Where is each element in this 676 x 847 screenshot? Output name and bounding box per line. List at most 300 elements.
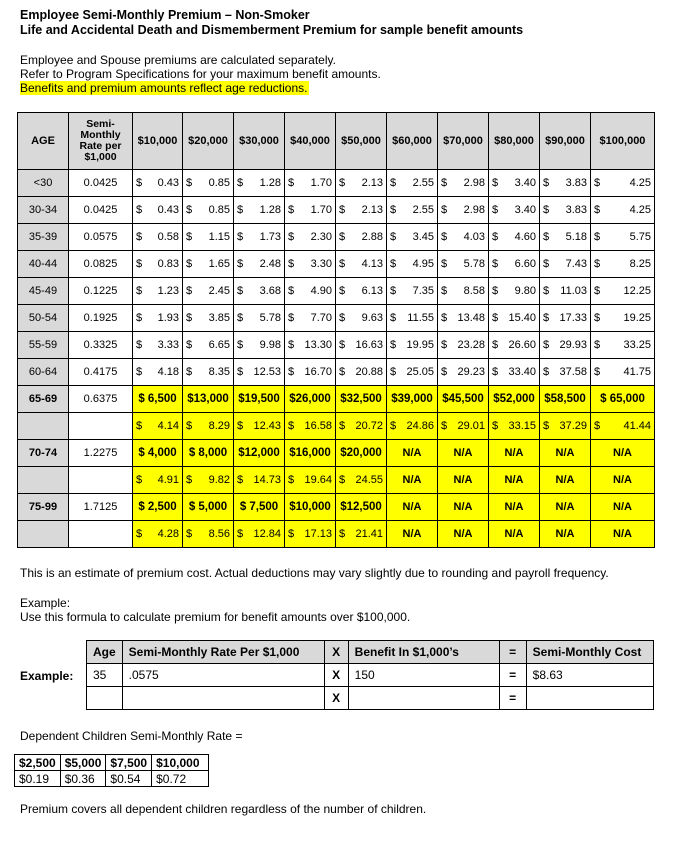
premium-cell xyxy=(133,413,183,440)
table-row xyxy=(18,359,655,386)
currency-symbol: $ xyxy=(543,285,550,297)
currency-symbol: $ xyxy=(492,258,499,270)
title-line-2: Life and Accidental Death and Dismemberment Premium for sample benefit amounts xyxy=(20,23,524,37)
premium-value: 3.45 xyxy=(412,231,434,243)
currency-symbol: $ xyxy=(492,177,499,189)
na-cell: N/A xyxy=(489,467,540,494)
ex-header-x: X xyxy=(324,641,348,664)
currency-symbol: $ xyxy=(390,420,397,432)
currency-symbol: $ xyxy=(492,366,499,378)
currency-symbol: $ xyxy=(186,177,193,189)
rate-cell: 0.6375 xyxy=(69,386,133,413)
header-amount: $70,000 xyxy=(438,113,489,170)
premium-value: 41.44 xyxy=(623,420,651,432)
currency-symbol: $ xyxy=(390,231,397,243)
table-row xyxy=(18,170,655,197)
premium-cell xyxy=(540,170,591,197)
premium-cell xyxy=(489,224,540,251)
na-cell: N/A xyxy=(489,521,540,548)
table-row xyxy=(18,224,655,251)
premium-cell xyxy=(387,413,438,440)
table-row xyxy=(18,251,655,278)
currency-symbol: $ xyxy=(237,204,244,216)
premium-cell xyxy=(133,170,183,197)
premium-cell xyxy=(234,305,285,332)
premium-cell xyxy=(540,332,591,359)
example-header-row xyxy=(87,641,654,664)
ex-rate: .0575 xyxy=(122,664,324,687)
dependent-label: Dependent Children Semi-Monthly Rate = xyxy=(20,729,243,743)
ex-x: X xyxy=(324,664,348,687)
premium-cell xyxy=(133,278,183,305)
premium-value: 17.13 xyxy=(304,528,332,540)
premium-value: 5.78 xyxy=(463,258,485,270)
reduced-benefit-cell: $ 65,000 xyxy=(591,386,655,413)
premium-cell xyxy=(438,251,489,278)
currency-symbol: $ xyxy=(288,474,295,486)
ex-eq: = xyxy=(499,664,526,687)
premium-cell xyxy=(387,332,438,359)
premium-cell xyxy=(234,413,285,440)
age-band: 55-59 xyxy=(18,332,69,359)
premium-cell xyxy=(133,197,183,224)
premium-cell xyxy=(234,224,285,251)
ex-header-cost: Semi-Monthly Cost xyxy=(526,641,653,664)
na-cell: N/A xyxy=(540,494,591,521)
premium-cell xyxy=(336,413,387,440)
formula-note: Use this formula to calculate premium for benefit amounts over $100,000. xyxy=(20,610,411,624)
premium-cell xyxy=(234,332,285,359)
premium-cell xyxy=(183,170,234,197)
estimate-note: This is an estimate of premium cost. Actual deductions may vary slightly due to rounding and payroll frequency. xyxy=(20,566,609,580)
premium-value: 1.93 xyxy=(157,312,179,324)
currency-symbol: $ xyxy=(288,177,295,189)
premium-value: 24.86 xyxy=(406,420,434,432)
premium-cell xyxy=(234,278,285,305)
currency-symbol: $ xyxy=(441,177,448,189)
premium-value: 3.40 xyxy=(514,177,536,189)
premium-cell xyxy=(183,278,234,305)
premium-cell xyxy=(133,359,183,386)
currency-symbol: $ xyxy=(339,474,346,486)
premium-value: 11.55 xyxy=(407,312,434,324)
title-line-1: Employee Semi-Monthly Premium – Non-Smoker xyxy=(20,8,310,22)
premium-value: 37.29 xyxy=(559,420,587,432)
premium-value: 37.58 xyxy=(559,366,587,378)
currency-symbol: $ xyxy=(441,204,448,216)
header-amount: $10,000 xyxy=(133,113,183,170)
premium-value: 2.48 xyxy=(259,258,281,270)
premium-value: 20.88 xyxy=(355,366,383,378)
premium-value: 33.25 xyxy=(623,339,651,351)
premium-cell xyxy=(489,413,540,440)
premium-value: 1.23 xyxy=(157,285,179,297)
currency-symbol: $ xyxy=(186,528,193,540)
na-cell: N/A xyxy=(540,440,591,467)
currency-symbol: $ xyxy=(186,312,193,324)
premium-cell xyxy=(183,224,234,251)
currency-symbol: $ xyxy=(543,231,550,243)
currency-symbol: $ xyxy=(339,420,346,432)
premium-value: 11.03 xyxy=(560,285,587,297)
premium-value: 1.28 xyxy=(259,177,281,189)
premium-value: 13.48 xyxy=(457,312,485,324)
header-amount: $20,000 xyxy=(183,113,234,170)
currency-symbol: $ xyxy=(237,177,244,189)
currency-symbol: $ xyxy=(136,528,143,540)
rate-cell-blank xyxy=(69,413,133,440)
premium-cell xyxy=(489,170,540,197)
premium-cell xyxy=(336,332,387,359)
currency-symbol: $ xyxy=(390,366,397,378)
example-label: Example: xyxy=(20,669,74,683)
currency-symbol: $ xyxy=(136,231,143,243)
premium-table xyxy=(17,112,655,548)
currency-symbol: $ xyxy=(441,339,448,351)
currency-symbol: $ xyxy=(543,312,550,324)
na-cell: N/A xyxy=(591,494,655,521)
intro-line-2: Refer to Program Specifications for your maximum benefit amounts. xyxy=(20,67,381,81)
currency-symbol: $ xyxy=(441,312,448,324)
premium-cell xyxy=(285,467,336,494)
premium-value: 4.18 xyxy=(157,366,179,378)
dependent-rate-table xyxy=(14,754,209,787)
na-cell: N/A xyxy=(540,521,591,548)
dep-amount: $5,000 xyxy=(60,755,106,771)
ex-cost-blank xyxy=(526,687,653,710)
premium-value: 23.28 xyxy=(457,339,485,351)
reduced-benefit-cell: $20,000 xyxy=(336,440,387,467)
premium-cell xyxy=(540,413,591,440)
premium-cell xyxy=(234,197,285,224)
premium-value: 2.55 xyxy=(412,177,434,189)
premium-cell xyxy=(336,521,387,548)
currency-symbol: $ xyxy=(186,420,193,432)
currency-symbol: $ xyxy=(136,258,143,270)
header-amount: $100,000 xyxy=(591,113,655,170)
reduced-benefit-cell: $58,500 xyxy=(540,386,591,413)
premium-cell xyxy=(183,251,234,278)
na-cell: N/A xyxy=(489,494,540,521)
reduced-benefit-row xyxy=(18,386,655,413)
rate-cell-blank xyxy=(69,467,133,494)
reduced-premium-row xyxy=(18,413,655,440)
premium-value: 19.25 xyxy=(623,312,651,324)
premium-value: 9.80 xyxy=(514,285,536,297)
premium-value: 3.83 xyxy=(565,204,587,216)
header-amount: $90,000 xyxy=(540,113,591,170)
premium-cell xyxy=(285,251,336,278)
na-cell: N/A xyxy=(438,494,489,521)
premium-value: 3.85 xyxy=(208,312,230,324)
premium-value: 20.72 xyxy=(355,420,383,432)
header-age: AGE xyxy=(18,113,69,170)
reduced-benefit-cell: $39,000 xyxy=(387,386,438,413)
premium-value: 25.05 xyxy=(406,366,434,378)
currency-symbol: $ xyxy=(594,420,601,432)
premium-value: 8.58 xyxy=(463,285,485,297)
ex-cost: $8.63 xyxy=(526,664,653,687)
currency-symbol: $ xyxy=(441,285,448,297)
premium-value: 2.98 xyxy=(463,204,485,216)
reduced-benefit-cell: $ 2,500 xyxy=(133,494,183,521)
rate-cell-blank xyxy=(69,521,133,548)
ex-header-rate: Semi-Monthly Rate Per $1,000 xyxy=(122,641,324,664)
currency-symbol: $ xyxy=(186,366,193,378)
currency-symbol: $ xyxy=(136,474,143,486)
dep-rate: $0.19 xyxy=(15,771,61,787)
premium-value: 1.28 xyxy=(259,204,281,216)
currency-symbol: $ xyxy=(237,285,244,297)
currency-symbol: $ xyxy=(492,339,499,351)
currency-symbol: $ xyxy=(441,231,448,243)
reduced-premium-row xyxy=(18,521,655,548)
premium-value: 1.15 xyxy=(208,231,230,243)
currency-symbol: $ xyxy=(543,366,550,378)
currency-symbol: $ xyxy=(441,258,448,270)
rate-cell: 0.3325 xyxy=(69,332,133,359)
currency-symbol: $ xyxy=(390,285,397,297)
premium-value: 5.75 xyxy=(629,231,651,243)
premium-cell xyxy=(387,224,438,251)
currency-symbol: $ xyxy=(237,420,244,432)
premium-cell xyxy=(540,197,591,224)
header-amount: $30,000 xyxy=(234,113,285,170)
premium-value: 13.30 xyxy=(304,339,332,351)
premium-cell xyxy=(234,467,285,494)
dep-amount: $10,000 xyxy=(152,755,209,771)
premium-cell xyxy=(540,278,591,305)
currency-symbol: $ xyxy=(390,177,397,189)
currency-symbol: $ xyxy=(136,420,143,432)
premium-cell xyxy=(285,413,336,440)
reduced-benefit-cell: $ 7,500 xyxy=(234,494,285,521)
age-band: 35-39 xyxy=(18,224,69,251)
age-band-blank xyxy=(18,521,69,548)
premium-cell xyxy=(336,278,387,305)
premium-cell xyxy=(591,305,655,332)
age-band: <30 xyxy=(18,170,69,197)
intro-text xyxy=(20,53,381,95)
na-cell: N/A xyxy=(387,440,438,467)
premium-value: 19.64 xyxy=(304,474,332,486)
premium-cell xyxy=(285,359,336,386)
premium-value: 2.55 xyxy=(412,204,434,216)
currency-symbol: $ xyxy=(288,204,295,216)
currency-symbol: $ xyxy=(136,312,143,324)
currency-symbol: $ xyxy=(288,339,295,351)
reduced-benefit-cell: $45,500 xyxy=(438,386,489,413)
dep-amount: $2,500 xyxy=(15,755,61,771)
premium-cell xyxy=(234,521,285,548)
currency-symbol: $ xyxy=(492,231,499,243)
premium-cell xyxy=(438,332,489,359)
ex-x-blank: X xyxy=(324,687,348,710)
example-heading: Example: xyxy=(20,596,71,610)
na-cell: N/A xyxy=(540,467,591,494)
currency-symbol: $ xyxy=(136,204,143,216)
example-notes xyxy=(20,596,410,624)
premium-value: 9.98 xyxy=(259,339,281,351)
premium-cell xyxy=(183,305,234,332)
currency-symbol: $ xyxy=(390,312,397,324)
premium-cell xyxy=(489,332,540,359)
currency-symbol: $ xyxy=(288,528,295,540)
premium-value: 6.65 xyxy=(208,339,230,351)
currency-symbol: $ xyxy=(339,231,346,243)
ex-header-age: Age xyxy=(87,641,123,664)
premium-value: 6.60 xyxy=(514,258,536,270)
premium-value: 24.55 xyxy=(355,474,383,486)
premium-value: 5.18 xyxy=(565,231,587,243)
premium-cell xyxy=(183,332,234,359)
currency-symbol: $ xyxy=(339,339,346,351)
table-row xyxy=(18,197,655,224)
premium-cell xyxy=(489,359,540,386)
premium-value: 6.13 xyxy=(361,285,383,297)
reduced-benefit-cell: $ 8,000 xyxy=(183,440,234,467)
currency-symbol: $ xyxy=(390,339,397,351)
currency-symbol: $ xyxy=(237,366,244,378)
premium-value: 4.60 xyxy=(514,231,536,243)
premium-cell xyxy=(183,521,234,548)
currency-symbol: $ xyxy=(136,177,143,189)
currency-symbol: $ xyxy=(237,528,244,540)
premium-value: 4.13 xyxy=(361,258,383,270)
premium-value: 1.70 xyxy=(310,177,332,189)
rate-cell: 0.4175 xyxy=(69,359,133,386)
na-cell: N/A xyxy=(489,440,540,467)
premium-cell xyxy=(285,305,336,332)
currency-symbol: $ xyxy=(288,231,295,243)
premium-cell xyxy=(489,305,540,332)
premium-cell xyxy=(183,197,234,224)
premium-cell xyxy=(336,170,387,197)
reduced-benefit-cell: $ 6,500 xyxy=(133,386,183,413)
premium-value: 29.93 xyxy=(559,339,587,351)
premium-cell xyxy=(591,359,655,386)
premium-cell xyxy=(489,278,540,305)
premium-value: 2.45 xyxy=(208,285,230,297)
premium-cell xyxy=(591,413,655,440)
reduced-benefit-row xyxy=(18,440,655,467)
premium-value: 0.85 xyxy=(208,177,230,189)
currency-symbol: $ xyxy=(237,231,244,243)
ex-eq-blank: = xyxy=(499,687,526,710)
premium-value: 8.35 xyxy=(208,366,230,378)
premium-value: 41.75 xyxy=(623,366,651,378)
premium-cell xyxy=(438,413,489,440)
ex-header-benefit: Benefit In $1,000’s xyxy=(348,641,499,664)
currency-symbol: $ xyxy=(237,339,244,351)
currency-symbol: $ xyxy=(543,177,550,189)
currency-symbol: $ xyxy=(339,528,346,540)
age-band: 50-54 xyxy=(18,305,69,332)
currency-symbol: $ xyxy=(237,312,244,324)
currency-symbol: $ xyxy=(136,366,143,378)
na-cell: N/A xyxy=(438,440,489,467)
dep-rate: $0.72 xyxy=(152,771,209,787)
premium-cell xyxy=(133,251,183,278)
intro-line-1: Employee and Spouse premiums are calculated separately. xyxy=(20,53,336,67)
currency-symbol: $ xyxy=(186,231,193,243)
premium-cell xyxy=(540,359,591,386)
na-cell: N/A xyxy=(591,440,655,467)
premium-table-header xyxy=(18,113,655,170)
premium-value: 33.15 xyxy=(508,420,536,432)
premium-cell xyxy=(438,170,489,197)
currency-symbol: $ xyxy=(186,474,193,486)
premium-value: 9.82 xyxy=(208,474,230,486)
reduced-benefit-cell: $16,000 xyxy=(285,440,336,467)
premium-cell xyxy=(387,251,438,278)
premium-cell xyxy=(336,359,387,386)
premium-cell xyxy=(285,224,336,251)
premium-value: 4.28 xyxy=(157,528,179,540)
premium-value: 3.40 xyxy=(514,204,536,216)
premium-cell xyxy=(387,197,438,224)
table-row xyxy=(18,278,655,305)
reduced-benefit-cell: $52,000 xyxy=(489,386,540,413)
premium-value: 8.25 xyxy=(629,258,651,270)
age-band: 45-49 xyxy=(18,278,69,305)
premium-value: 4.25 xyxy=(629,177,651,189)
premium-value: 4.91 xyxy=(157,474,179,486)
premium-cell xyxy=(234,359,285,386)
premium-value: 4.03 xyxy=(463,231,485,243)
premium-cell xyxy=(133,224,183,251)
header-rate-line: $1,000 xyxy=(84,151,117,163)
premium-cell xyxy=(438,278,489,305)
rate-cell: 0.0575 xyxy=(69,224,133,251)
reduced-benefit-cell: $ 5,000 xyxy=(183,494,234,521)
premium-cell xyxy=(540,251,591,278)
premium-cell xyxy=(591,197,655,224)
rate-cell: 1.7125 xyxy=(69,494,133,521)
age-band: 60-64 xyxy=(18,359,69,386)
currency-symbol: $ xyxy=(594,312,601,324)
currency-symbol: $ xyxy=(237,258,244,270)
premium-value: 0.43 xyxy=(157,204,179,216)
rate-cell: 1.2275 xyxy=(69,440,133,467)
premium-cell xyxy=(387,278,438,305)
premium-value: 29.01 xyxy=(457,420,485,432)
premium-value: 0.58 xyxy=(157,231,179,243)
header-amount: $40,000 xyxy=(285,113,336,170)
currency-symbol: $ xyxy=(594,204,601,216)
premium-value: 4.95 xyxy=(412,258,434,270)
rate-cell: 0.0825 xyxy=(69,251,133,278)
currency-symbol: $ xyxy=(543,204,550,216)
currency-symbol: $ xyxy=(288,258,295,270)
premium-value: 0.43 xyxy=(157,177,179,189)
premium-cell xyxy=(540,305,591,332)
premium-value: 26.60 xyxy=(508,339,536,351)
premium-value: 0.83 xyxy=(157,258,179,270)
premium-value: 2.13 xyxy=(361,177,383,189)
na-cell: N/A xyxy=(387,521,438,548)
premium-cell xyxy=(133,467,183,494)
reduced-benefit-cell: $26,000 xyxy=(285,386,336,413)
premium-cell xyxy=(591,332,655,359)
premium-value: 16.58 xyxy=(304,420,332,432)
premium-value: 7.43 xyxy=(565,258,587,270)
premium-value: 12.84 xyxy=(253,528,281,540)
age-band: 70-74 xyxy=(18,440,69,467)
header-rate-line: Semi- xyxy=(86,118,115,130)
currency-symbol: $ xyxy=(339,285,346,297)
reduced-benefit-cell: $32,500 xyxy=(336,386,387,413)
